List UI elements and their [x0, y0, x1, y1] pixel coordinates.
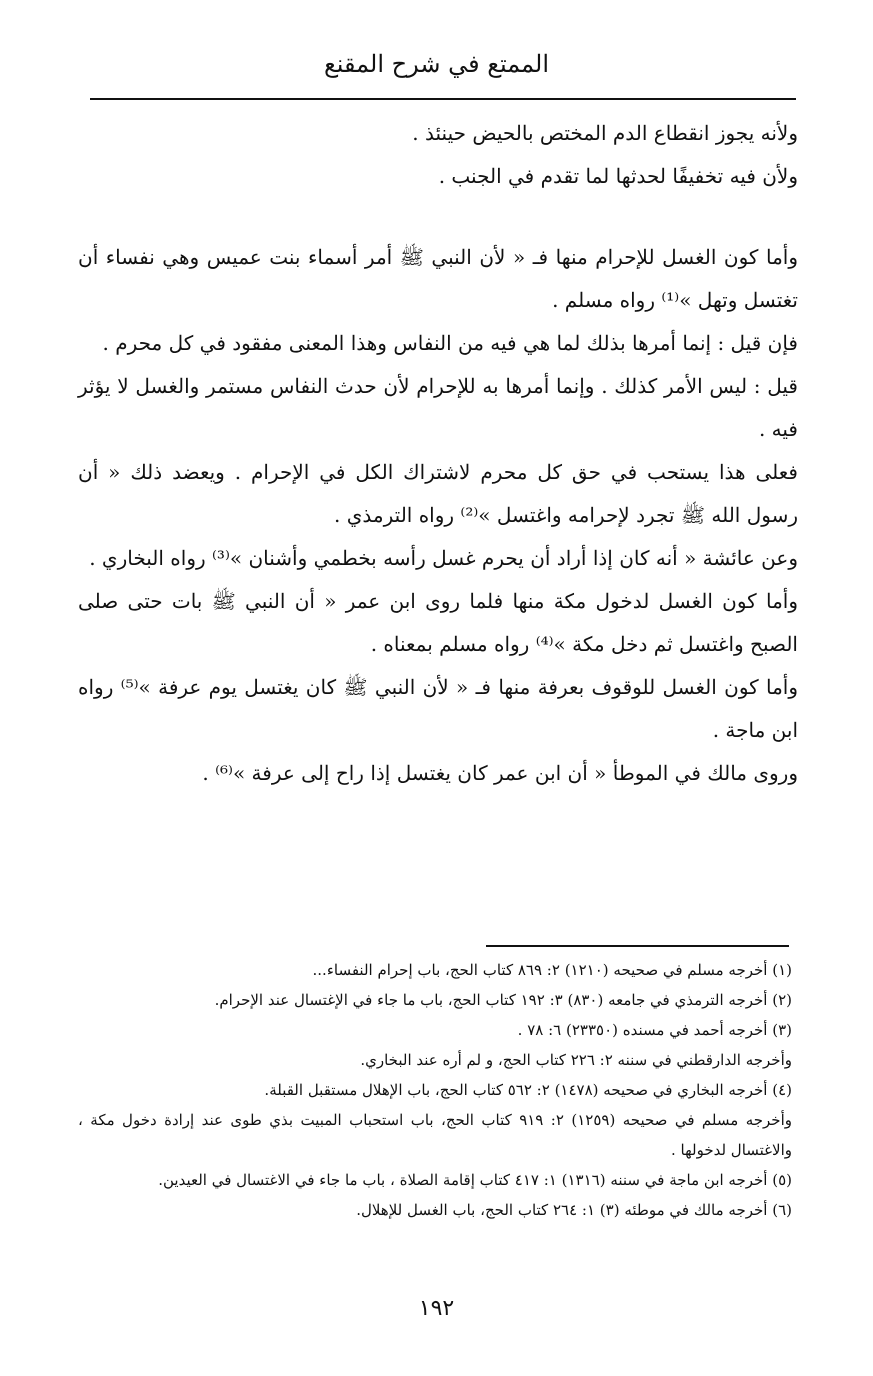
header-rule	[90, 98, 796, 100]
footnote: (٣) أخرجه أحمد في مسنده (٢٣٣٥٠) ٦: ٧٨ .	[517, 1021, 792, 1039]
paragraph: فعلى هذا يستحب في حق كل محرم لاشتراك الكل في الإحرام . ويعضد ذلك « أن رسول الله ﷺ تجرد لإحرامه واغتسل »⁽²⁾ رواه الترمذي .	[78, 460, 798, 527]
paragraph: قيل : ليس الأمر كذلك . وإنما أمرها به للإحرام لأن حدث النفاس مستمر والغسل لا يؤثر فيه .	[78, 374, 798, 441]
paragraph: وأما كون الغسل للوقوف بعرفة منها فـ « لأن النبي ﷺ كان يغتسل يوم عرفة »⁽⁵⁾ رواه ابن ماجة .	[78, 675, 799, 742]
paragraph: وروى مالك في الموطأ « أن ابن عمر كان يغتسل إذا راح إلى عرفة »⁽⁶⁾ .	[202, 761, 798, 785]
page-number: ١٩٢	[418, 1296, 455, 1321]
footnote: (٦) أخرجه مالك في موطئه (٣) ١: ٢٦٤ كتاب الحج، باب الغسل للإهلال.	[356, 1201, 792, 1219]
paragraph: وأما كون الغسل لدخول مكة منها فلما روى ابن عمر « أن النبي ﷺ بات حتى صلى الصبح واغتسل ثم دخل مكة »⁽⁴⁾ رواه مسلم بمعناه .	[78, 589, 798, 656]
paragraph: وأما كون الغسل للإحرام منها فـ « لأن النبي ﷺ أمر أسماء بنت عميس وهي نفساء أن تغتسل وتهل »⁽¹⁾ رواه مسلم .	[78, 245, 798, 312]
footnote: (١) أخرجه مسلم في صحيحه (١٢١٠) ٢: ٨٦٩ كتاب الحج، باب إحرام النفساء...	[312, 961, 792, 979]
paragraph: ولأن فيه تخفيفًا لحدثها لما تقدم في الجنب .	[438, 164, 798, 188]
footnote: (٥) أخرجه ابن ماجة في سننه (١٣١٦) ١: ٤١٧ كتاب إقامة الصلاة ، باب ما جاء في الاغتسال في العيدين.	[158, 1171, 792, 1189]
footnote: (٢) أخرجه الترمذي في جامعه (٨٣٠) ٣: ١٩٢ كتاب الحج، باب ما جاء في الإغتسال عند الإحرام.	[214, 991, 792, 1009]
footnote: وأخرجه مسلم في صحيحه (١٢٥٩) ٢: ٩١٩ كتاب الحج، باب استحباب المبيت بذي طوى عند إرادة دخول مكة ، والاغتسال لدخولها .	[78, 1111, 792, 1159]
main-text	[78, 112, 798, 795]
paragraph-gap	[78, 198, 798, 236]
footnote-separator	[486, 945, 789, 947]
paragraph: وعن عائشة « أنه كان إذا أراد أن يحرم غسل رأسه بخطمي وأشنان »⁽³⁾ رواه البخاري .	[89, 546, 798, 570]
footnotes	[78, 955, 792, 1225]
paragraph: فإن قيل : إنما أمرها بذلك لما هي فيه من النفاس وهذا المعنى مفقود في كل محرم .	[102, 331, 798, 355]
footnote: (٤) أخرجه البخاري في صحيحه (١٤٧٨) ٢: ٥٦٢ كتاب الحج، باب الإهلال مستقبل القبلة.	[264, 1081, 792, 1099]
running-header: الممتع في شرح المقنع	[324, 50, 549, 78]
paragraph: ولأنه يجوز انقطاع الدم المختص بالحيض حينئذ .	[412, 121, 798, 145]
footnote: وأخرجه الدارقطني في سننه ٢: ٢٢٦ كتاب الحج، و لم أره عند البخاري.	[360, 1051, 792, 1069]
